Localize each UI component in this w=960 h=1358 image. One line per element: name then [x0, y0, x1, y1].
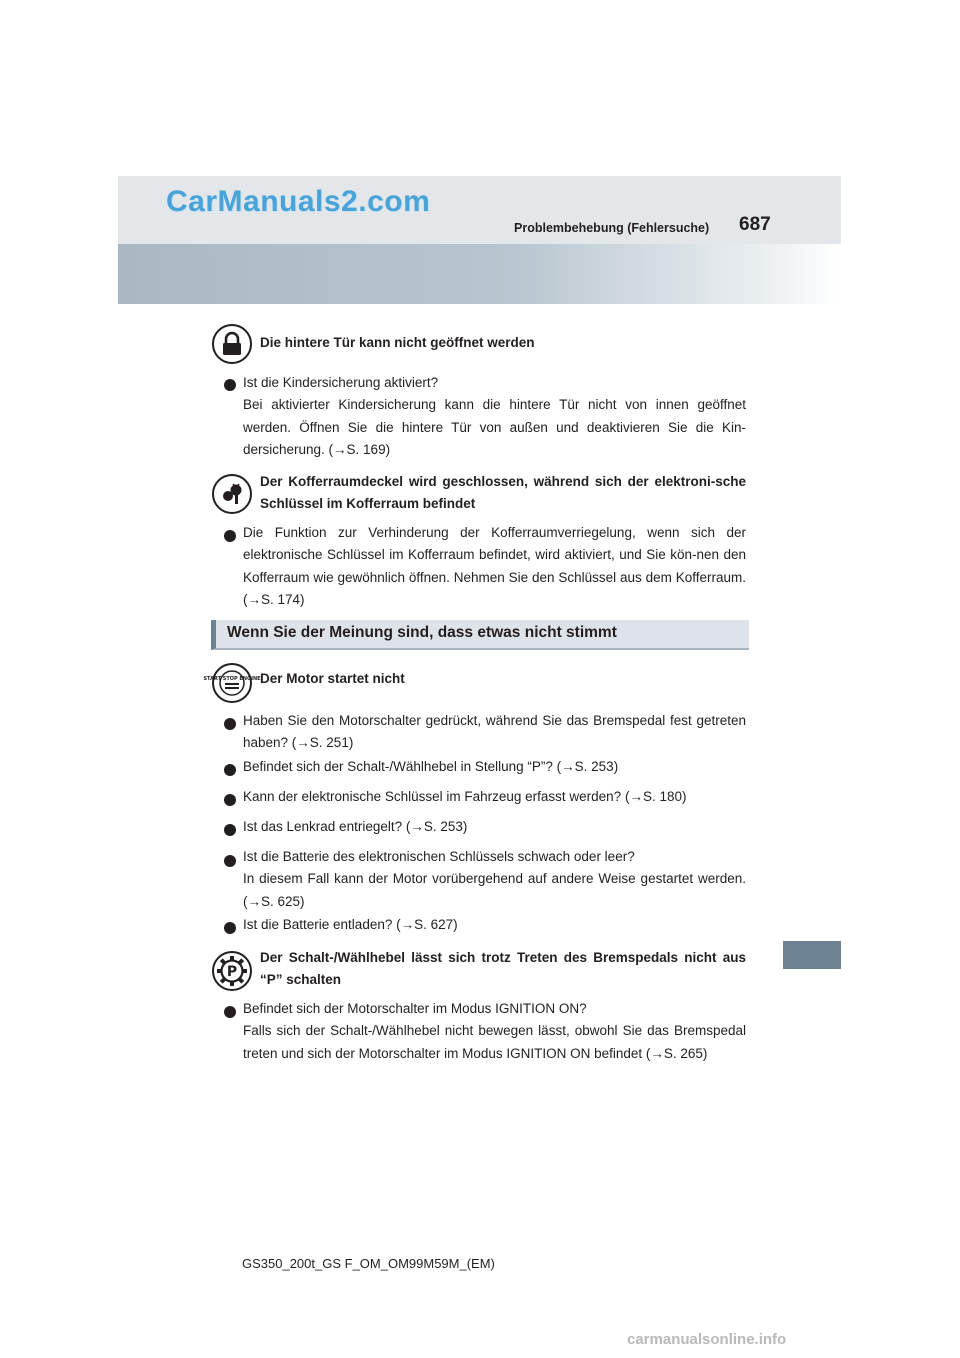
bullet-icon	[224, 530, 236, 542]
bullet-text: Kann der elektronische Schlüssel im Fahrzeug erfasst werden? (→S. 180)	[243, 789, 687, 804]
item-title: Der Kofferraumdeckel wird geschlossen, während sich der elektroni-sche Schlüssel im Kofferraum befindet	[260, 474, 746, 511]
bullet-text: Haben Sie den Motorschalter gedrückt, während Sie das Bremspedal fest getreten haben? (→S. 251)	[243, 713, 746, 751]
bullet-text: Befindet sich der Schalt-/Wählhebel in Stellung “P”? (→S. 253)	[243, 759, 619, 774]
engine-icon-label: START STOP ENGINE	[203, 676, 261, 682]
svg-text:P: P	[226, 964, 238, 980]
bullet-icon	[224, 824, 236, 836]
item-title: Der Motor startet nicht	[260, 671, 405, 686]
bullet-icon	[224, 1006, 236, 1018]
section-title: Problembehebung (Fehlersuche)	[514, 221, 710, 235]
chapter-tab	[783, 941, 841, 969]
engine-start-button-icon	[203, 663, 261, 703]
bullet-text-content: Ist die Batterie des elektronischen Schlüssels schwach oder leer? In diesem Fall kann der Motor vorübergehend auf andere Weise gestartet werden. (→S. 625)	[243, 849, 746, 909]
header-gradient-bar	[118, 244, 841, 304]
bullet-text: Ist die Batterie entladen? (→S. 627)	[243, 917, 458, 932]
bullet-text-content: Befindet sich der Motorschalter im Modus IGNITION ON? Falls sich der Schalt-/Wählhebel nicht bewegen lässt, obwohl Sie das Bremspedal treten und sich der Motorschalter im Modus IGNITION ON befindet (→S. 265)	[243, 1001, 746, 1061]
page-number: 687	[739, 214, 771, 235]
bullet-text: Die Funktion zur Verhinderung der Kofferraumverriegelung, wenn sich der elektronische Schlüssel im Kofferraum befindet, wird aktiviert, und Sie kön-nen den Kofferraum wie gewöhnlich öffnen. Nehmen Sie den Schlüssel aus dem Kofferraum. (→S. 174)	[243, 525, 746, 607]
lock-icon	[212, 324, 252, 364]
bullet-icon	[224, 379, 236, 391]
park-gear-icon	[212, 951, 252, 991]
watermark-logo[interactable]: CarManuals2.com	[166, 185, 431, 218]
bullet-text	[243, 998, 746, 1065]
bullet-text-content: Ist die Kindersicherung aktiviert? Bei aktivierter Kindersicherung kann die hintere Tür nicht von innen geöffnet werden. Öffnen Sie die hintere Tür von außen und deaktivieren Sie die Kin-dersicherung. (→S. 169)	[243, 375, 746, 457]
subsection-title: Wenn Sie der Meinung sind, dass etwas nicht stimmt	[227, 624, 617, 641]
bullet-text	[243, 846, 746, 913]
bullet-icon	[224, 855, 236, 867]
item-title: Der Schalt-/Wählhebel lässt sich trotz Treten des Bremspedals nicht aus “P” schalten	[260, 950, 746, 987]
footer-watermark[interactable]: carmanualsonline.info	[627, 1331, 787, 1348]
key-icon	[212, 474, 252, 514]
document-code: GS350_200t_GS F_OM_OM99M59M_(EM)	[242, 1256, 495, 1271]
bullet-icon	[224, 764, 236, 776]
bullet-icon	[224, 794, 236, 806]
bullet-text: Ist das Lenkrad entriegelt? (→S. 253)	[243, 819, 468, 834]
bullet-text	[243, 372, 746, 461]
item-title: Die hintere Tür kann nicht geöffnet werden	[260, 335, 535, 350]
bullet-icon	[224, 718, 236, 730]
bullet-icon	[224, 922, 236, 934]
